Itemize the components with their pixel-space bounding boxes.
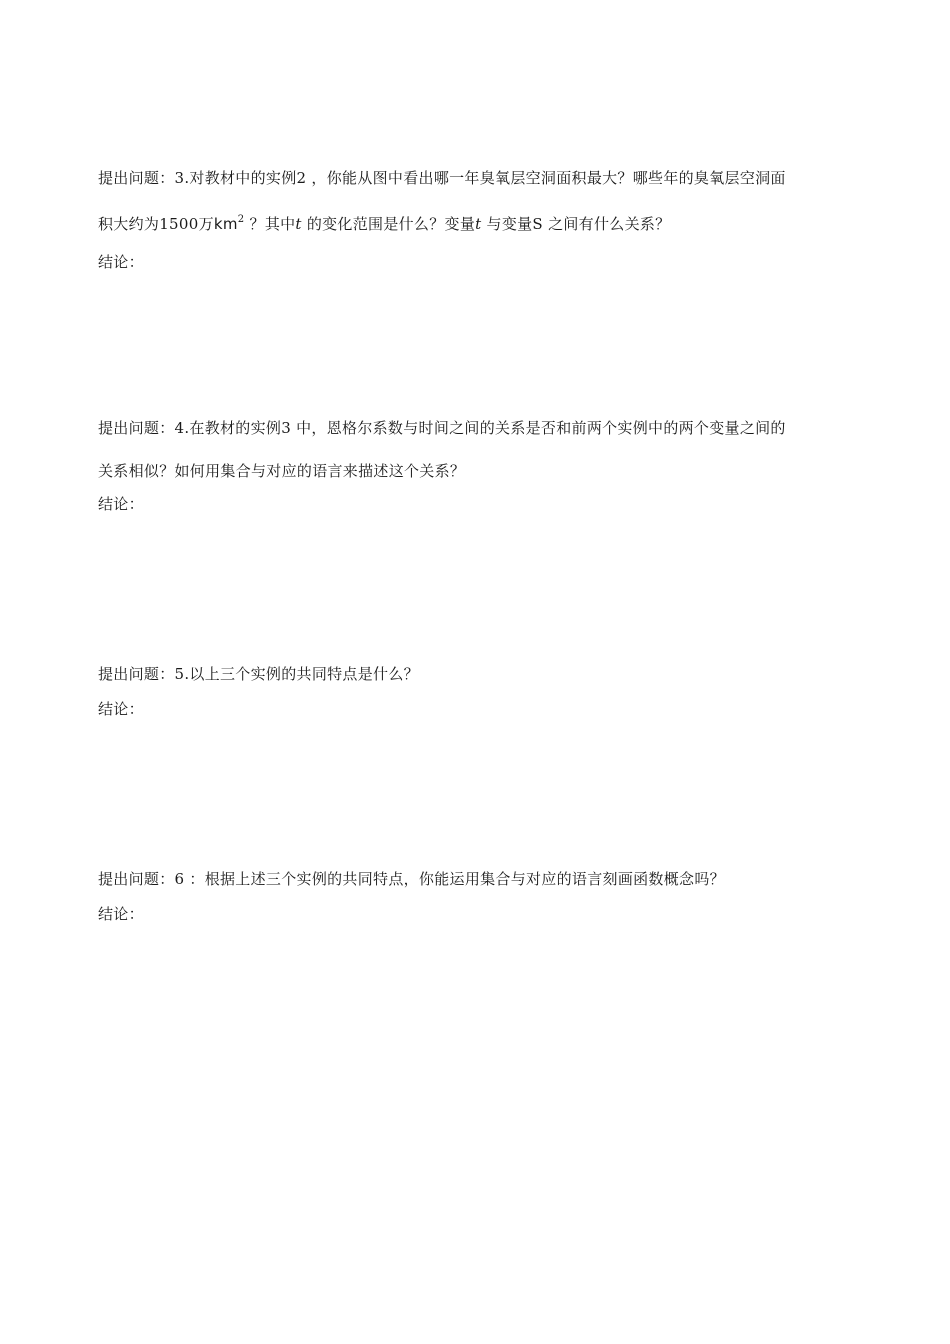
question-5-conclusion: 结论： — [98, 700, 144, 718]
variable-t: t — [295, 215, 302, 233]
question-4-conclusion: 结论： — [98, 495, 144, 513]
question-3-text-a: 积大约为1500万 — [98, 215, 214, 233]
question-3-text-d: 与变量S 之间有什么关系？ — [481, 215, 671, 233]
question-3-conclusion: 结论： — [98, 253, 144, 271]
question-4-line-2: 关系相似？如何用集合与对应的语言来描述这个关系？ — [98, 462, 466, 480]
variable-t: t — [475, 215, 482, 233]
question-3-line-1: 提出问题：3.对教材中的实例2 ，你能从图中看出哪一年臭氧层空洞面积最大？哪些年的臭氧层空洞面 — [98, 169, 786, 187]
unit-km: km — [213, 215, 238, 233]
unit-exponent: 2 — [237, 214, 245, 225]
question-6-line-1: 提出问题：6 ：根据上述三个实例的共同特点，你能运用集合与对应的语言刻画函数概念吗？ — [98, 870, 725, 888]
question-4-line-1: 提出问题：4.在教材的实例3 中，恩格尔系数与时间之间的关系是否和前两个实例中的两个变量之间的 — [98, 419, 786, 437]
question-6-conclusion: 结论： — [98, 905, 144, 923]
question-3-text-c: 的变化范围是什么？变量 — [301, 215, 476, 233]
question-3-text-b: ？其中 — [244, 215, 296, 233]
question-3-line-2 — [98, 210, 890, 234]
question-5-line-1: 提出问题：5.以上三个实例的共同特点是什么？ — [98, 665, 419, 683]
